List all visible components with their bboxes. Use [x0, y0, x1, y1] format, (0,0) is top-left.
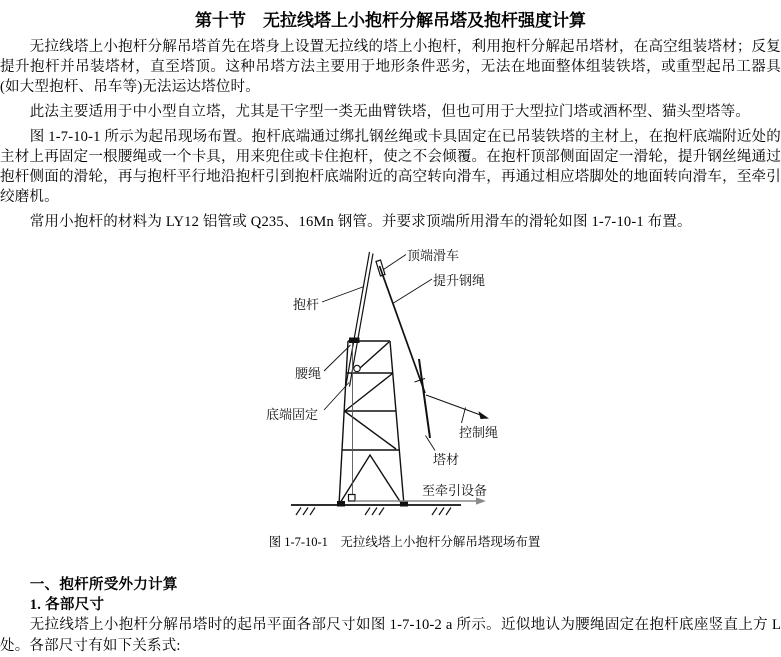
page-title: 第十节 无拉线塔上小抱杆分解吊塔及抱杆强度计算 — [195, 11, 586, 30]
tower-structure — [339, 341, 404, 505]
ground-line — [291, 501, 461, 515]
sub-heading: 1. 各部尺寸 — [29, 597, 105, 613]
label-bottom-fixed: 底端固定 — [266, 407, 319, 422]
paragraph-applicability: 此法主要适用于中小型自立塔，尤其是干字型一类无曲臂铁塔，但也可用于大型拉门塔或酒杯型、猫头型塔等。 — [29, 104, 751, 120]
label-to-traction: 至牵引设备 — [422, 483, 488, 498]
document-page — [0, 11, 781, 657]
paragraph-intro: 无拉线塔上小抱杆分解吊塔首先在塔身上设置无拉线的塔上小抱杆，利用抱杆分解起吊塔材，在高空组装塔材；反复提升抱杆并吊装塔材，直至塔顶。这种吊塔方法主要用于地形条件恶劣，无法在地面整体组装铁塔，或重型起吊工器具(如大型抱杆、吊车等)无法运达塔位时。 — [0, 39, 781, 95]
paragraph-material: 常用小抱杆的材料为 LY12 铝管或 Q235、16Mn 钢管。并要求顶端所用滑车的滑轮如图 1-7-10-1 布置。 — [29, 214, 692, 230]
section-heading: 一、抱杆所受外力计算 — [29, 577, 178, 593]
pole-clamp — [349, 338, 360, 344]
label-waist-rope: 腰绳 — [295, 366, 322, 381]
label-lifting-rope: 提升钢绳 — [433, 273, 486, 288]
label-top-pulley: 顶端滑车 — [407, 248, 460, 263]
figure-1-7-10-1 — [0, 235, 781, 532]
figure-caption: 图 1-7-10-1 无拉线塔上小抱杆分解吊塔现场布置 — [268, 535, 541, 549]
control-rope-line — [426, 395, 489, 419]
traction-rope-arrow — [355, 497, 486, 504]
lifting-rope-line — [380, 266, 426, 393]
paragraph-dimensions: 无拉线塔上小抱杆分解吊塔时的起吊平面各部尺寸如图 1-7-10-2 a 所示。近似地认为腰绳固定在抱杆底座竖直上方 L 处。各部尺寸有如下关系式: — [0, 617, 781, 654]
paragraph-arrangement: 图 1-7-10-1 所示为起吊现场布置。抱杆底端通过绑扎钢丝绳或卡具固定在已吊装铁塔的主材上，在抱杆底端附近处的主材上再固定一根腰绳或一个卡具，用来兜住或卡住抱杆，使之不会倾覆。在抱杆顶部侧面固定一滑轮，提升钢丝绳通过抱杆侧面的滑轮，再与抱杆平行地沿抱杆引到抱杆底端附近的高空转向滑车，再通过相应塔脚处的地面转向滑车，至牵引绞磨机。 — [0, 129, 781, 205]
label-pole: 抱杆 — [293, 297, 320, 312]
label-tower-material: 塔材 — [433, 452, 460, 467]
ground-pulley — [349, 495, 356, 502]
waist-rope-ring — [354, 365, 360, 371]
figure-drawing — [258, 235, 588, 532]
label-control-rope: 控制绳 — [459, 425, 499, 440]
